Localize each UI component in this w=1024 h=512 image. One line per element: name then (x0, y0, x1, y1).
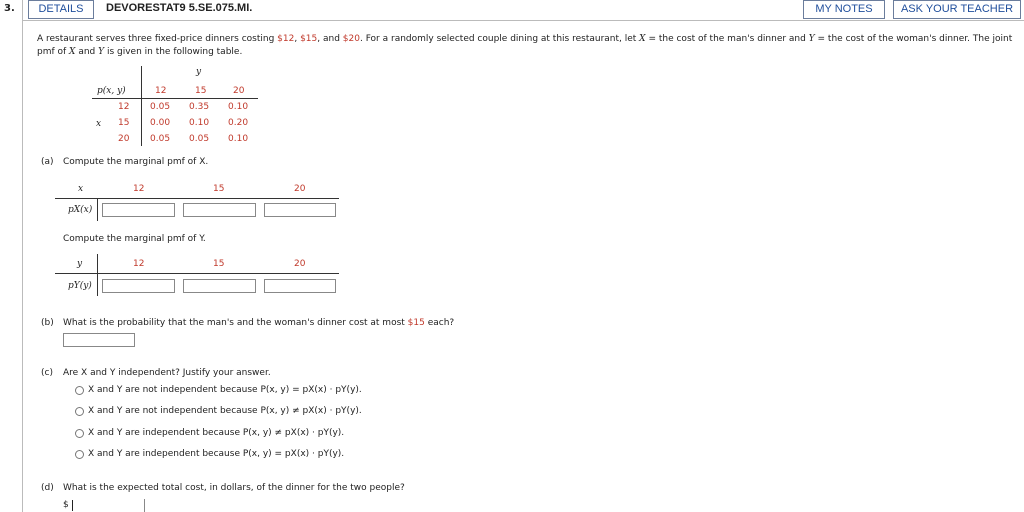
part-c-prompt: Are X and Y independent? Justify your answer. (63, 368, 271, 378)
y-label: y (196, 67, 202, 77)
option-radio[interactable] (75, 407, 84, 416)
x-value: 12 (133, 184, 145, 194)
option-radio[interactable] (75, 386, 84, 395)
col-header: 20 (233, 86, 245, 96)
y-value: 15 (213, 259, 225, 269)
part-d-prompt: What is the expected total cost, in dollars, of the dinner for the two people? (63, 483, 405, 493)
col-header: 12 (155, 86, 167, 96)
table-cell: 0.20 (228, 118, 249, 128)
row-header: 12 (118, 102, 130, 112)
col-header: 15 (195, 86, 207, 96)
part-b-answer-input[interactable] (63, 333, 135, 347)
problem-statement: A restaurant serves three fixed-price dinners costing $12, $15, and $20. For a randomly selected couple dining at this restaurant, let X = the cost of the man's dinner and Y = the cost of the woman's dinner. The joint pmf of X and Y is given in the following table. (37, 34, 1013, 57)
part-a-prompt: Compute the marginal pmf of X. (63, 157, 209, 167)
marginal-y-prompt: Compute the marginal pmf of Y. (63, 234, 206, 244)
table-cell: 0.10 (189, 118, 210, 128)
table-cell: 0.05 (189, 134, 210, 144)
table-cell: 0.35 (189, 102, 210, 112)
option-label: X and Y are not independent because P(x, y) = pX(x) · pY(y). (88, 385, 362, 395)
option-label: X and Y are independent because P(x, y) = pX(x) · pY(y). (88, 449, 345, 459)
question-left-border (22, 0, 23, 512)
my-notes-button[interactable]: MY NOTES (803, 0, 885, 19)
marginal-x-divider (97, 199, 98, 221)
px-20-input[interactable] (264, 203, 336, 217)
part-a-tag: (a) (41, 157, 54, 167)
header-divider (22, 20, 1024, 21)
currency-symbol: $ (63, 500, 69, 510)
question-id: DEVORESTAT9 5.SE.075.MI. (106, 2, 253, 14)
py-12-input[interactable] (102, 279, 175, 293)
part-c-tag: (c) (41, 368, 53, 378)
x-value: 15 (213, 184, 225, 194)
x-value: 20 (294, 184, 306, 194)
option-radio[interactable] (75, 429, 84, 438)
part-b-prompt: What is the probability that the man's and the woman's dinner cost at most $15 each? (63, 318, 455, 328)
table-header-rule (92, 98, 258, 99)
table-cell: 0.05 (150, 102, 171, 112)
question-number: 3. (4, 3, 15, 14)
corner-label: p(x, y) (97, 86, 126, 96)
question-header (0, 0, 1024, 20)
table-cell: 0.05 (150, 134, 171, 144)
py-label: pY(y) (68, 281, 92, 291)
table-vertical-rule (141, 66, 142, 146)
row-header: 20 (118, 134, 130, 144)
py-20-input[interactable] (264, 279, 336, 293)
part-d-tag: (d) (41, 483, 54, 493)
table-cell: 0.10 (228, 102, 249, 112)
y-value: 20 (294, 259, 306, 269)
table-cell: 0.00 (150, 118, 171, 128)
details-button[interactable]: DETAILS (28, 0, 94, 19)
px-12-input[interactable] (102, 203, 175, 217)
ask-teacher-button[interactable]: ASK YOUR TEACHER (893, 0, 1021, 19)
row-header: 15 (118, 118, 130, 128)
px-label: pX(x) (68, 205, 93, 215)
py-15-input[interactable] (183, 279, 256, 293)
y-value: 12 (133, 259, 145, 269)
y-header: y (77, 259, 83, 269)
part-b-tag: (b) (41, 318, 54, 328)
x-label: x (96, 119, 102, 129)
option-label: X and Y are independent because P(x, y) ≠ pX(x) · pY(y). (88, 428, 345, 438)
marginal-y-divider (97, 254, 98, 296)
option-radio[interactable] (75, 450, 84, 459)
option-label: X and Y are not independent because P(x, y) ≠ pX(x) · pY(y). (88, 406, 362, 416)
table-cell: 0.10 (228, 134, 249, 144)
x-header: x (78, 184, 84, 194)
px-15-input[interactable] (183, 203, 256, 217)
part-d-answer-input[interactable] (73, 499, 145, 512)
